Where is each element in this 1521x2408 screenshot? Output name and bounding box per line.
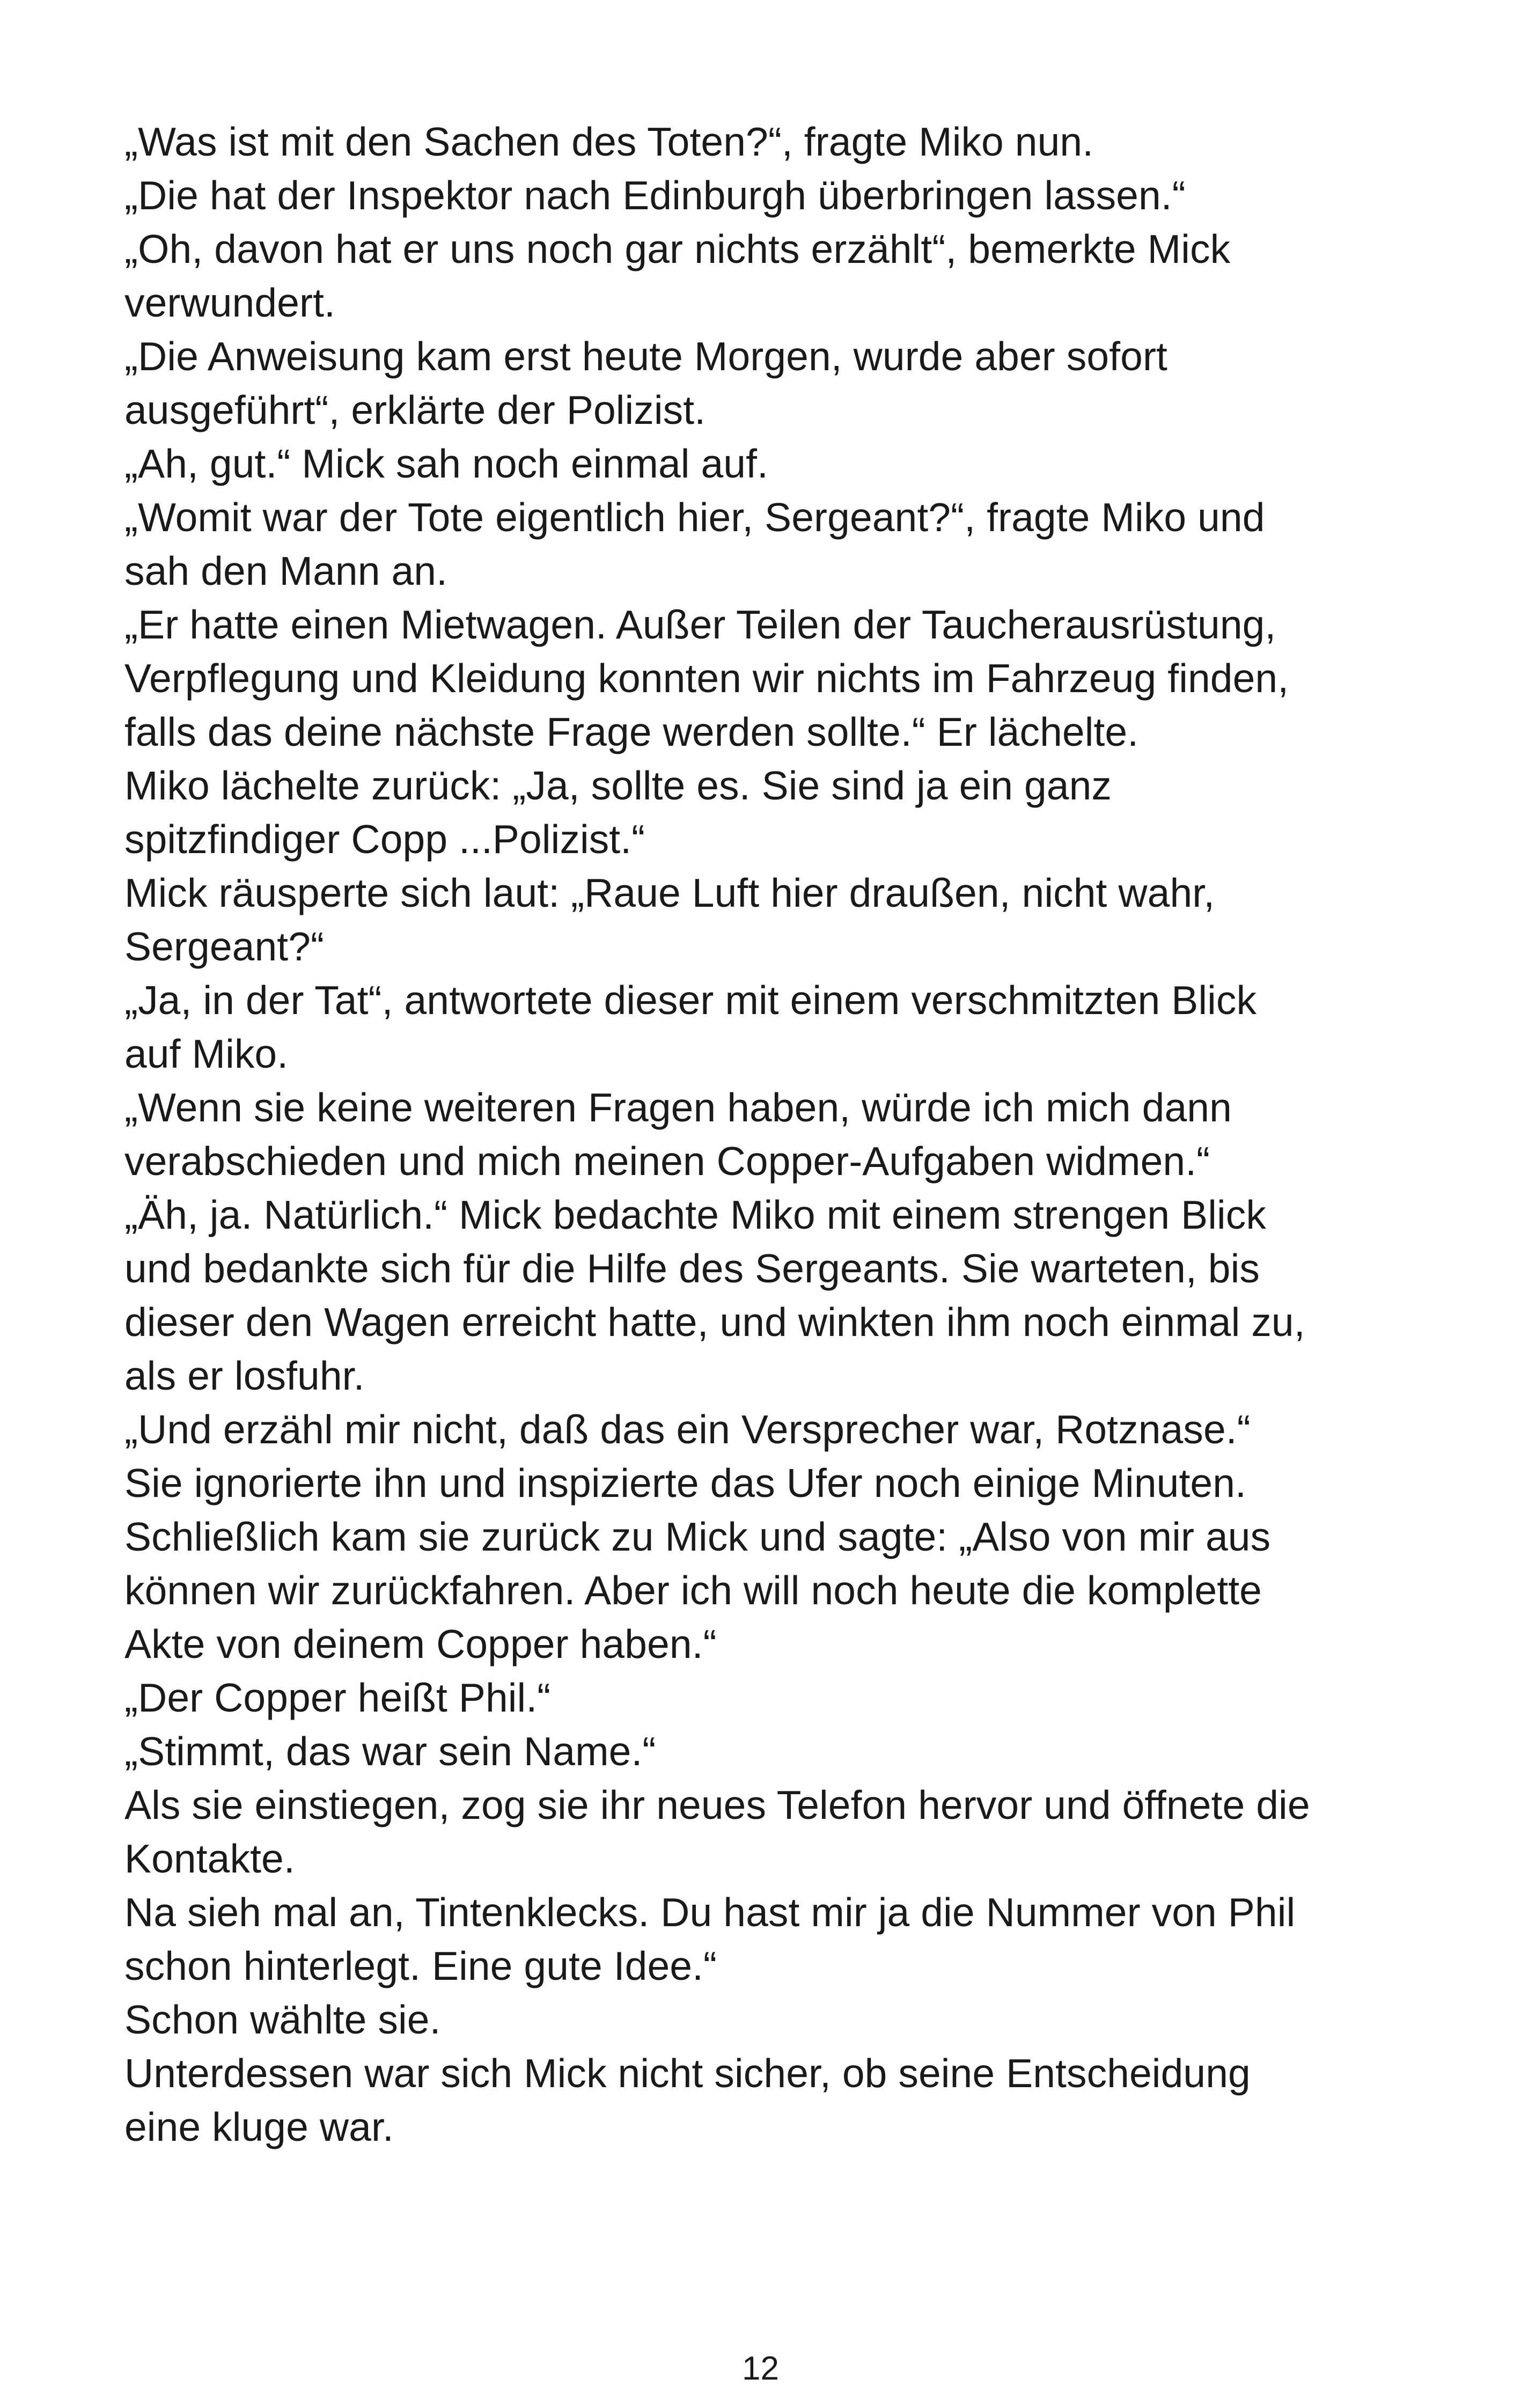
text-line: Na sieh mal an, Tintenklecks. Du hast mir ja die Nummer von Phil xyxy=(124,1890,1296,1935)
text-line: Schon wählte sie. xyxy=(124,1997,441,2042)
text-line: verabschieden und mich meinen Copper-Aufgaben widmen.“ xyxy=(124,1139,1210,1184)
text-line: „Der Copper heißt Phil.“ xyxy=(124,1675,551,1720)
text-line: „Die hat der Inspektor nach Edinburgh überbringen lassen.“ xyxy=(124,173,1186,218)
text-line: Verpflegung und Kleidung konnten wir nichts im Fahrzeug finden, xyxy=(124,656,1289,701)
text-line: „Ah, gut.“ Mick sah noch einmal auf. xyxy=(124,441,768,486)
text-line: eine kluge war. xyxy=(124,2104,394,2149)
text-line: „Womit war der Tote eigentlich hier, Sergeant?“, fragte Miko und xyxy=(124,495,1265,540)
text-line: Sie ignorierte ihn und inspizierte das Ufer noch einige Minuten. xyxy=(124,1460,1246,1506)
text-line: „Wenn sie keine weiteren Fragen haben, würde ich mich dann xyxy=(124,1085,1232,1130)
text-line: können wir zurückfahren. Aber ich will noch heute die komplette xyxy=(124,1568,1262,1613)
page-number: 12 xyxy=(742,2350,779,2387)
text-line: „Er hatte einen Mietwagen. Außer Teilen der Taucherausrüstung, xyxy=(124,602,1276,647)
text-line: falls das deine nächste Frage werden sollte.“ Er lächelte. xyxy=(124,709,1139,754)
text-line: „Und erzähl mir nicht, daß das ein Versprecher war, Rotznase.“ xyxy=(124,1407,1251,1452)
text-line: als er losfuhr. xyxy=(124,1353,365,1398)
text-line: Kontakte. xyxy=(124,1836,295,1881)
text-line: „Was ist mit den Sachen des Toten?“, fragte Miko nun. xyxy=(124,119,1094,164)
text-line: Miko lächelte zurück: „Ja, sollte es. Sie sind ja ein ganz xyxy=(124,763,1112,808)
text-line: Akte von deinem Copper haben.“ xyxy=(124,1621,717,1666)
text-line: sah den Mann an. xyxy=(124,548,448,593)
text-line: schon hinterlegt. Eine gute Idee.“ xyxy=(124,1943,717,1988)
text-line: Sergeant?“ xyxy=(124,924,325,969)
text-line: spitzfindiger Copp ...Polizist.“ xyxy=(124,817,645,862)
text-line: Als sie einstiegen, zog sie ihr neues Telefon hervor und öffnete die xyxy=(124,1782,1310,1827)
text-line: ausgeführt“, erklärte der Polizist. xyxy=(124,387,706,432)
text-line: „Die Anweisung kam erst heute Morgen, wurde aber sofort xyxy=(124,334,1167,379)
body-text xyxy=(124,115,1412,2154)
text-line: dieser den Wagen erreicht hatte, und winkten ihm noch einmal zu, xyxy=(124,1300,1305,1345)
text-line: „Stimmt, das war sein Name.“ xyxy=(124,1729,656,1774)
text-line: „Ja, in der Tat“, antwortete dieser mit einem verschmitzten Blick xyxy=(124,978,1257,1023)
text-line: verwundert. xyxy=(124,280,335,325)
text-line: Unterdessen war sich Mick nicht sicher, ob seine Entscheidung xyxy=(124,2051,1251,2096)
text-line: Mick räusperte sich laut: „Raue Luft hier draußen, nicht wahr, xyxy=(124,870,1215,915)
text-line: „Oh, davon hat er uns noch gar nichts erzählt“, bemerkte Mick xyxy=(124,226,1231,271)
text-line: und bedankte sich für die Hilfe des Sergeants. Sie warteten, bis xyxy=(124,1246,1260,1291)
text-line: „Äh, ja. Natürlich.“ Mick bedachte Miko mit einem strengen Blick xyxy=(124,1192,1267,1237)
text-line: auf Miko. xyxy=(124,1031,289,1076)
text-line: Schließlich kam sie zurück zu Mick und sagte: „Also von mir aus xyxy=(124,1514,1271,1559)
